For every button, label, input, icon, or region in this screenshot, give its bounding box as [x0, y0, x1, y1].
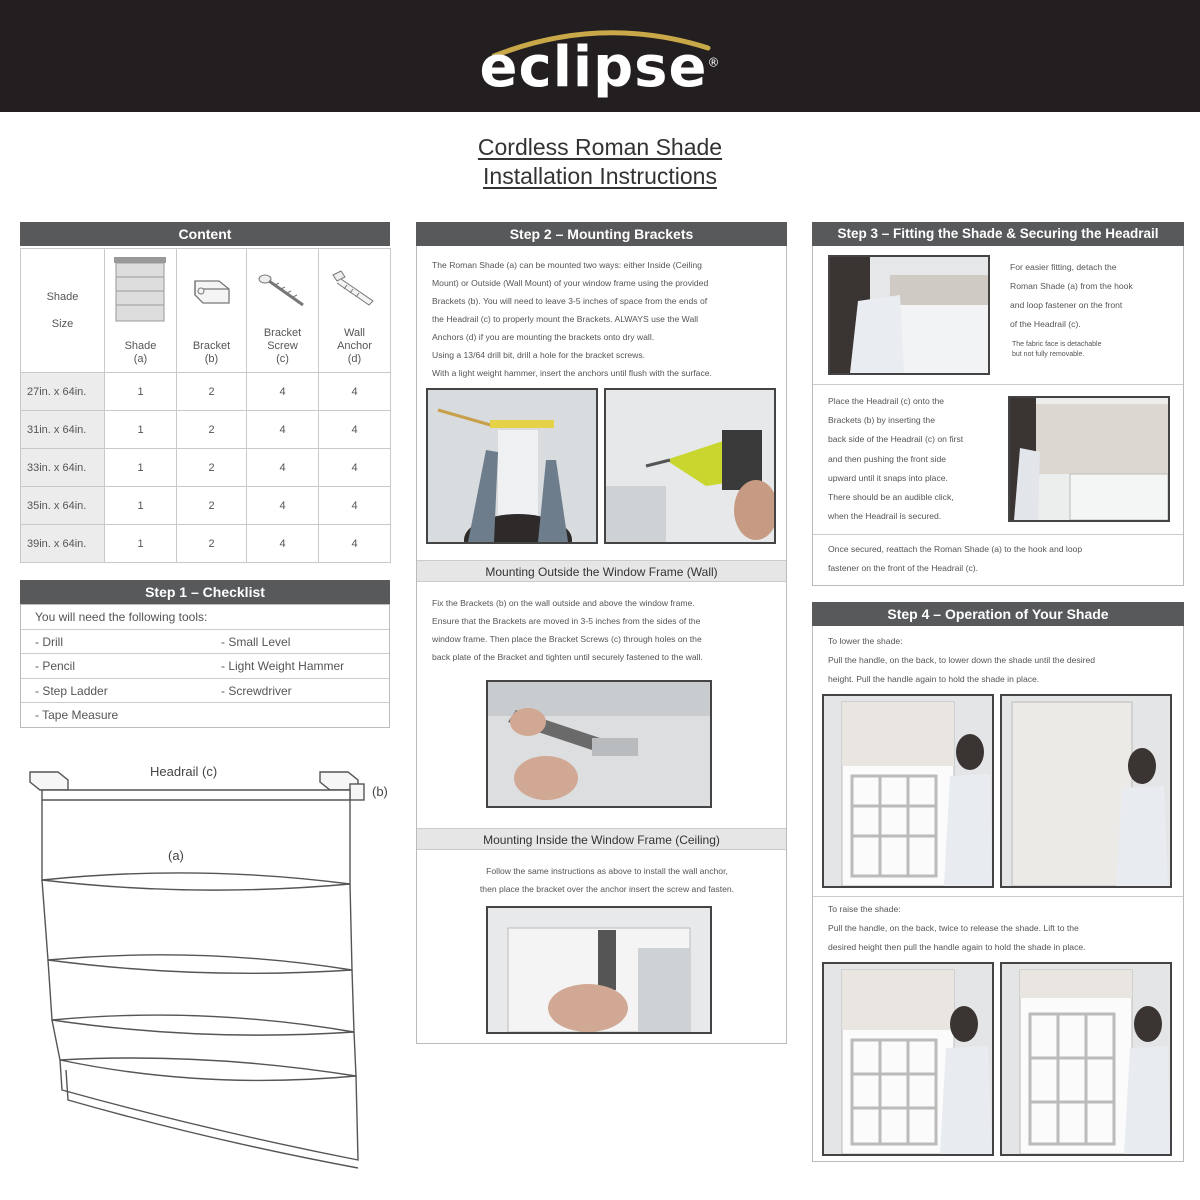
step3-detach-text: For easier fitting, detach the Roman Shade (a) from the hook and loop fastener on the front of the Headrail (c). — [1010, 262, 1133, 329]
step3-header: Step 3 – Fitting the Shade & Securing the Headrail — [812, 222, 1184, 246]
photo-lower-start — [822, 694, 994, 888]
eclipse-logo — [0, 18, 1200, 108]
photo-raise-start — [822, 962, 994, 1156]
table-row: 39in. x 64in. 1 2 4 4 — [21, 525, 391, 563]
inside-mount-header: Mounting Inside the Window Frame (Ceiling) — [417, 828, 786, 850]
headrail-label: Headrail (c) — [150, 764, 218, 779]
list-item: - Pencil - Light Weight Hammer — [21, 654, 389, 679]
wall-anchor-icon — [329, 269, 379, 309]
outside-mount-instructions: Fix the Brackets (b) on the wall outside and above the window frame. Ensure that the Brackets are moved in 3-5 inches from the sides of the window frame. Then place the Bracket Screws (c) through holes on the back plate of the Bracket and tighten until securely fastened to the wall. — [432, 598, 703, 662]
photo-marking-wall — [426, 388, 598, 544]
bracket-icon — [189, 273, 235, 313]
shade-size-header: Shade Size — [21, 249, 105, 373]
photo-drilling — [604, 388, 776, 544]
screw-icon — [257, 271, 307, 311]
step4-lower-text: To lower the shade: Pull the handle, on the back, to lower down the shade until the desired height. Pull the handle again to hold the shade in place. — [828, 636, 1096, 684]
photo-outside-mount — [486, 680, 712, 808]
item-wall-anchor: Wall Anchor (d) — [319, 249, 391, 373]
checklist-intro: You will need the following tools: — [21, 605, 389, 630]
registered-mark: ® — [707, 55, 721, 70]
photo-lower-done — [1000, 694, 1172, 888]
photo-inside-mount — [486, 906, 712, 1034]
content-table — [20, 248, 391, 563]
bracket-label-b: (b) — [372, 784, 388, 799]
table-row: 31in. x 64in. 1 2 4 4 — [21, 411, 391, 449]
brand-name: eclipse — [479, 35, 708, 100]
list-item: - Tape Measure — [35, 708, 119, 722]
list-item: - Drill - Small Level — [21, 630, 389, 655]
step3-divider — [813, 384, 1183, 385]
photo-raise-done — [1000, 962, 1172, 1156]
page-title-line2: Installation Instructions — [483, 163, 717, 189]
step4-header: Step 4 – Operation of Your Shade — [812, 602, 1184, 626]
item-shade: Shade (a) — [105, 249, 177, 373]
table-row: 27in. x 64in. 1 2 4 4 — [21, 373, 391, 411]
step2-header: Step 2 – Mounting Brackets — [416, 222, 787, 246]
page-title-line1: Cordless Roman Shade — [477, 134, 723, 160]
step4-divider — [813, 896, 1183, 897]
list-item: - Step Ladder - Screwdriver — [21, 679, 389, 704]
photo-detach-fabric — [828, 255, 990, 375]
step1-checklist — [20, 604, 390, 728]
step3-place-text: Place the Headrail (c) onto the Brackets (b) by inserting the back side of the Headrail (c) on first and then pushing the front side upward until it snaps into place. There should be an audible click, when the Headrail is secured. — [828, 396, 964, 522]
step3-note: The fabric face is detachable but not fully removable. — [1012, 341, 1102, 358]
content-header: Content — [20, 222, 390, 246]
step1-header: Step 1 – Checklist — [20, 580, 390, 604]
inside-mount-instructions: Follow the same instructions as above to install the wall anchor, then place the bracket over the anchor insert the screw and fasten. — [479, 866, 735, 894]
shade-diagram — [20, 760, 400, 1180]
step3-divider-2 — [813, 534, 1183, 535]
outside-mount-header: Mounting Outside the Window Frame (Wall) — [417, 560, 786, 582]
step3-reattach-text: Once secured, reattach the Roman Shade (a) to the hook and loop fastener on the front of the Headrail (c). — [828, 544, 1083, 573]
step4-raise-text: To raise the shade: Pull the handle, on the back, twice to release the shade. Lift to the desired height then pull the handle again to hold the shade in place. — [828, 904, 1086, 952]
shade-label-a: (a) — [168, 848, 184, 863]
photo-place-headrail — [1008, 396, 1170, 522]
item-bracket-screw: Bracket Screw (c) — [247, 249, 319, 373]
step2-instructions: The Roman Shade (a) can be mounted two ways: either Inside (Ceiling Mount) or Outside (Wall Mount) of your window frame using the provided Brackets (b). You will need to leave 3-5 inches of space from the ends of the Headrail (c) to properly mount the Brackets. ALWAYS use the Wall Anchors (d) if you are mounting the brackets onto dry wall. Using a 13/64 drill bit, drill a hole for the bracket screws. With a light weight hammer, insert the anchors until flush with the surface. — [432, 260, 712, 378]
table-row: 33in. x 64in. 1 2 4 4 — [21, 449, 391, 487]
item-bracket: Bracket (b) — [177, 249, 247, 373]
table-row: 35in. x 64in. 1 2 4 4 — [21, 487, 391, 525]
roman-shade-icon — [112, 255, 168, 325]
